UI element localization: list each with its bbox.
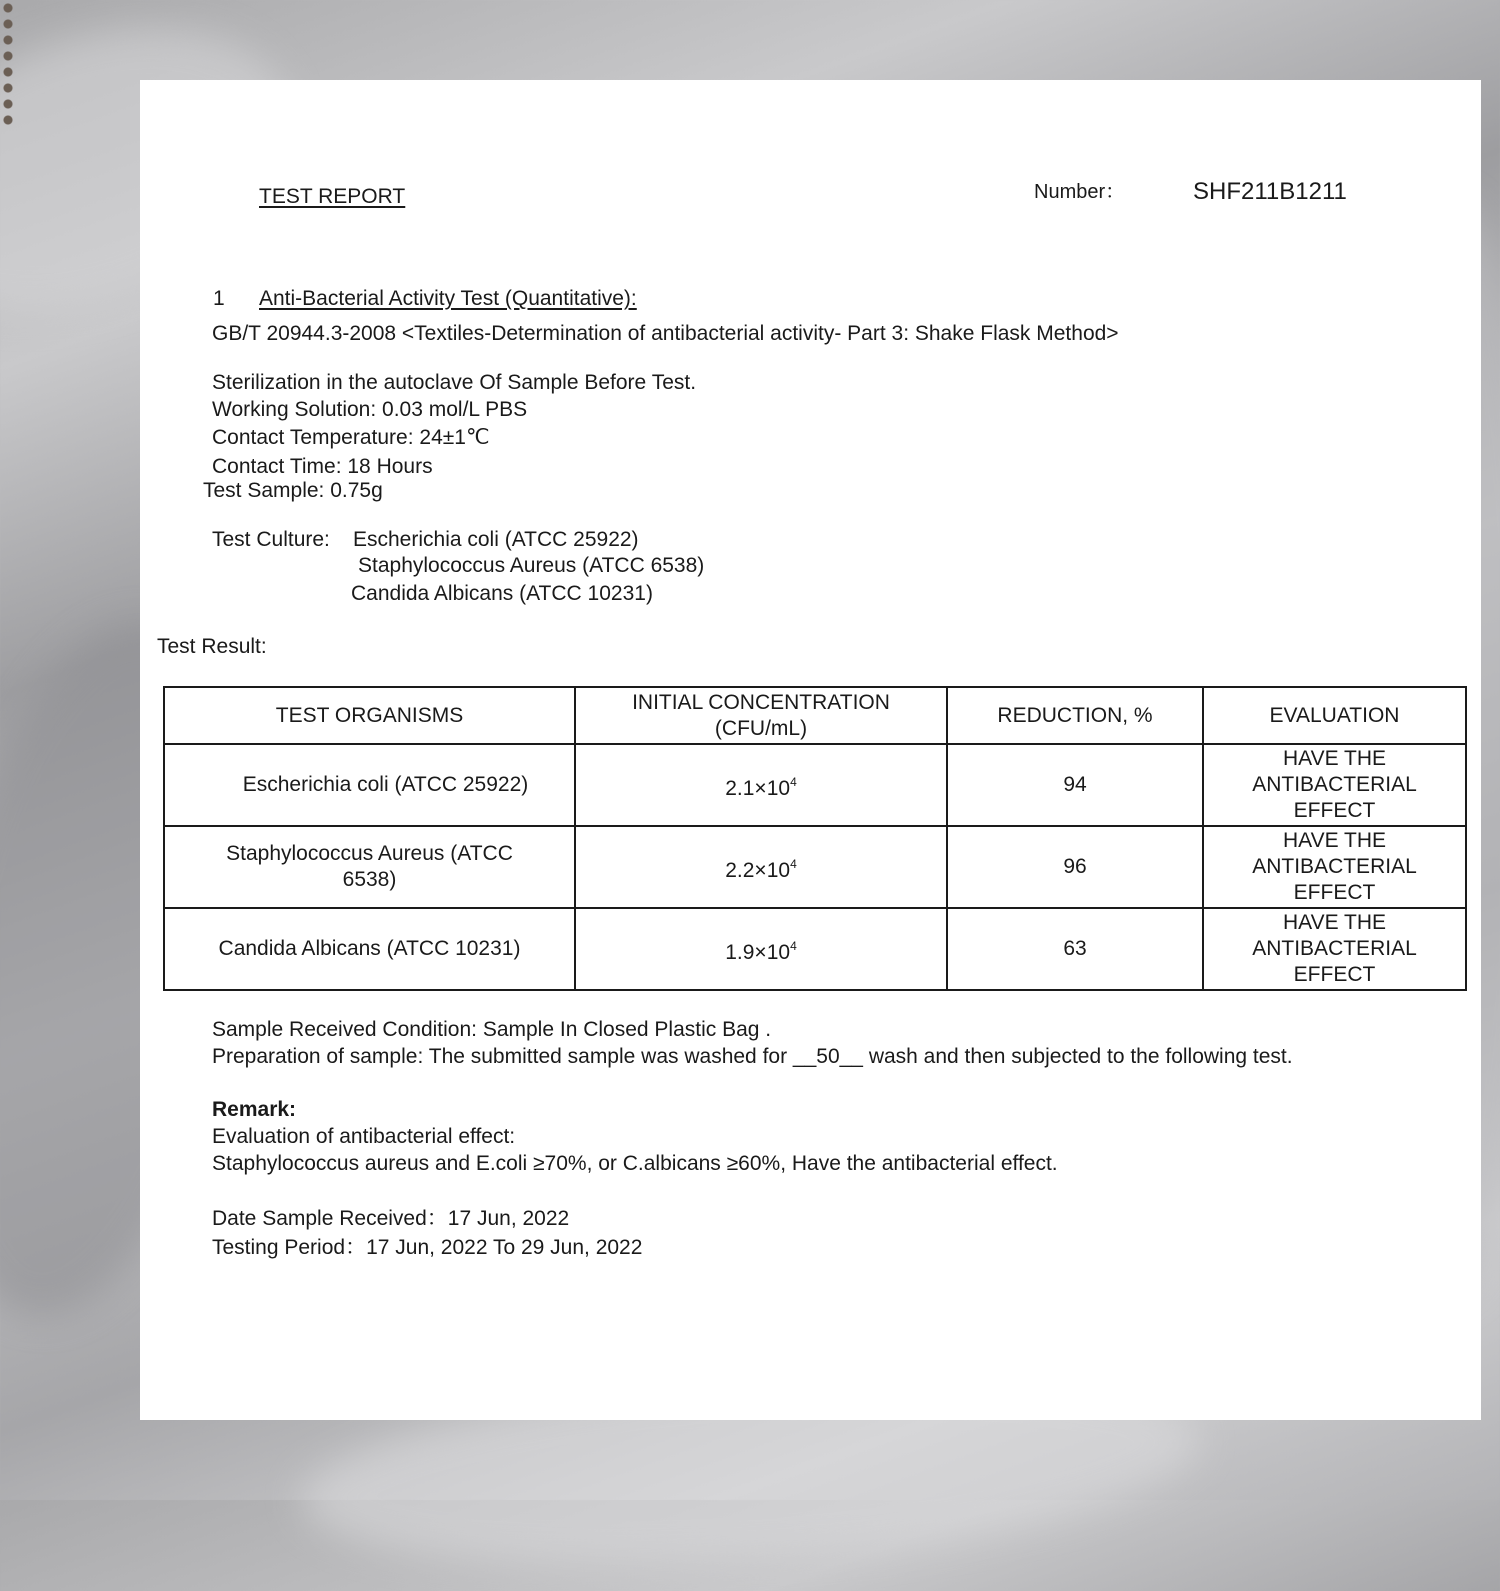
table-header-row: [164, 687, 1466, 744]
test-report-document: [140, 80, 1481, 1420]
organism-cell: Escherichia coli (ATCC 25922): [164, 744, 575, 826]
sample-received-condition: Sample Received Condition: Sample In Closed Plastic Bag .: [212, 1018, 772, 1041]
organism-cell: Candida Albicans (ATCC 10231): [164, 908, 575, 990]
culture-item: Staphylococcus Aureus (ATCC 6538): [358, 554, 705, 577]
test-result-label: Test Result:: [157, 635, 267, 658]
test-standard: GB/T 20944.3-2008 <Textiles-Determination of antibacterial activity- Part 3: Shake Flask Method>: [212, 322, 1119, 345]
culture-item: Candida Albicans (ATCC 10231): [351, 582, 653, 605]
concentration-cell: $2.2\times 10^4$: [575, 826, 947, 908]
reduction-cell: 96: [947, 826, 1203, 908]
evaluation-cell: HAVE THE ANTIBACTERIAL EFFECT: [1203, 744, 1466, 826]
test-sample-text: Test Sample: 0.75g: [203, 479, 383, 502]
report-title: TEST REPORT: [259, 185, 406, 208]
report-number-label: Number：: [1034, 181, 1126, 203]
contact-time-text: Contact Time: 18 Hours: [212, 455, 433, 478]
working-solution-text: Working Solution: 0.03 mol/L PBS: [212, 398, 528, 421]
concentration-cell: $2.1\times 10^4$: [575, 744, 947, 826]
section-index: 1: [213, 287, 225, 310]
remark-line: Evaluation of antibacterial effect:: [212, 1125, 516, 1148]
culture-item: Escherichia coli (ATCC 25922): [353, 528, 639, 551]
section-heading: Anti-Bacterial Activity Test (Quantitative):: [259, 287, 637, 310]
sterilization-text: Sterilization in the autoclave Of Sample Before Test.: [212, 371, 697, 394]
column-header: REDUCTION, %: [947, 687, 1203, 744]
remark-line: Staphylococcus aureus and E.coli ≥70%, or C.albicans ≥60%, Have the antibacterial effect.: [212, 1152, 1058, 1175]
results-table: [163, 686, 1467, 991]
evaluation-cell: HAVE THE ANTIBACTERIAL EFFECT: [1203, 908, 1466, 990]
contact-temperature-text: Contact Temperature: 24±1℃: [212, 426, 490, 449]
concentration-cell: $1.9\times 10^4$: [575, 908, 947, 990]
report-number-value: SHF211B1211: [1193, 178, 1347, 205]
column-header: EVALUATION: [1203, 687, 1466, 744]
remark-title: Remark:: [212, 1098, 297, 1121]
column-header: TEST ORGANISMS: [164, 687, 575, 744]
organism-cell: Staphylococcus Aureus (ATCC 6538): [164, 826, 575, 908]
column-header: INITIAL CONCENTRATION (CFU/mL): [575, 687, 947, 744]
reduction-cell: 94: [947, 744, 1203, 826]
table-row: [164, 908, 1466, 990]
table-row: [164, 826, 1466, 908]
test-culture-label: Test Culture:: [212, 528, 330, 551]
reduction-cell: 63: [947, 908, 1203, 990]
headboard-studs: [0, 0, 18, 130]
date-sample-received: Date Sample Received：17 Jun, 2022: [212, 1207, 570, 1230]
testing-period: Testing Period：17 Jun, 2022 To 29 Jun, 2022: [212, 1236, 643, 1259]
evaluation-cell: HAVE THE ANTIBACTERIAL EFFECT: [1203, 826, 1466, 908]
sample-preparation: Preparation of sample: The submitted sample was washed for __50__ wash and then subjected to the following test.: [212, 1045, 1293, 1068]
table-row: [164, 744, 1466, 826]
